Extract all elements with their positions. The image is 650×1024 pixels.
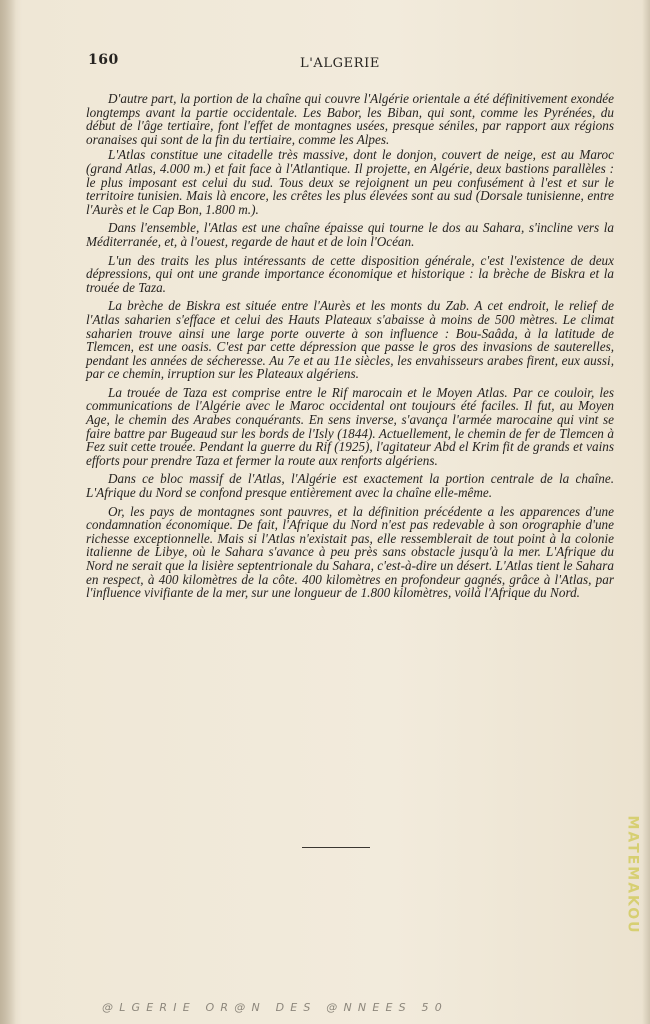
paragraph: La trouée de Taza est comprise entre le Rif marocain et le Moyen Atlas. Par ce couloir, les communications de l'Algérie avec le Maroc occidental ont toujours été faciles. Il fut, au Moyen Age, le chemin des Arabes conquérants. En sens inverse, s'avança l'armée marocaine qui vint se faire battre par Bugeaud sur les bords de l'Isly (1844). Actuellement, le chemin de fer de Tlemcen à Fez suit cette trouée. Pendant la guerre du Rif (1925), l'agitateur Abd el Krim fit de grands et vains efforts pour prendre Taza et fermer la route aux renforts algériens. [86, 384, 614, 468]
paragraph: Or, les pays de montagnes sont pauvres, et la définition précédente a les apparences d'une condamnation économique. De fait, l'Afrique du Nord n'est pas redevable à son orographie d'une richesse exceptionnelle. Mais si l'Atlas n'existait pas, elle ressemblerait de tout point à la colonie italienne de Libye, où le Sahara s'avance à peu près sans obstacle jusqu'à la mer. L'Afrique du Nord ne serait que la lisière septentrionale du Sahara, c'est-à-dire un désert. L'Atlas tient le Sahara en respect, à 400 kilomètres de la côte. 400 kilomètres en profondeur gagnés, grâce à l'Atlas, par l'influence vivifiante de la mer, sur une longueur de 1.800 kilomètres, voilà l'Afrique du Nord. [86, 503, 614, 601]
section-divider [302, 847, 370, 848]
paragraph: L'un des traits les plus intéressants de cette disposition générale, c'est l'existence de deux dépressions, qui ont une grande importance économique et historique : la brèche de Biskra et la trouée de Taza. [86, 252, 614, 295]
paragraph: Dans l'ensemble, l'Atlas est une chaîne épaisse qui tourne le dos au Sahara, s'incline vers la Méditerranée, et, à l'ouest, regarde de haut et de loin l'Océan. [86, 220, 614, 249]
paragraph: La brèche de Biskra est située entre l'Aurès et les monts du Zab. A cet endroit, le relief de l'Atlas saharien s'efface et celui des Hauts Plateaux s'abaisse à moins de 500 mètres. Le climat saharien trouve ainsi une large porte ouverte à son influence : Bou-Saâda, à la latitude de Tlemcen, est une oasis. C'est par cette dépression que passe le gros des invasions de sauterelles, pendant les années de sécheresse. Au 7e et au 11e siècles, les envahisseurs arabes firent, eux aussi, par ce chemin, irruption sur les Plateaux algériens. [86, 298, 614, 382]
binding-shadow [0, 0, 16, 1024]
watermark-side-text: MATEMAKOU [625, 815, 641, 935]
running-title: L'ALGERIE [300, 56, 380, 71]
watermark-side [622, 760, 644, 990]
paragraph: D'autre part, la portion de la chaîne qui couvre l'Algérie orientale a été définitivement exondée longtemps avant la partie occidentale. Les Babor, les Biban, qui sont, comme les Pyrénées, du début de l'âge tertiaire, font l'effet de montagnes usées, presque séniles, par rapport aux régions oranaises qui sont de la fin du tertiaire, comme les Alpes. [86, 91, 614, 147]
page-number: 160 [88, 52, 119, 68]
body-text [86, 92, 614, 605]
watermark-bottom: @LGERIE OR@N DES @NNEES 50 [102, 1001, 448, 1014]
paragraph: L'Atlas constitue une citadelle très massive, dont le donjon, couvert de neige, est au Maroc (grand Atlas, 4.000 m.) et fait face à l'Atlantique. Il projette, en Algérie, deux bastions parallèles : le plus imposant est celui du sud. Tous deux se rejoignent un peu confusément à l'est et sur le territoire tunisien. Mais là encore, les crêtes les plus élevées sont au sud (Dorsale tunisienne, entre l'Aurès et le Cap Bon, 1.800 m.). [86, 147, 614, 217]
paragraph: Dans ce bloc massif de l'Atlas, l'Algérie est exactement la portion centrale de la chaîne. L'Afrique du Nord se confond presque entièrement avec la chaîne elle-même. [86, 471, 614, 501]
